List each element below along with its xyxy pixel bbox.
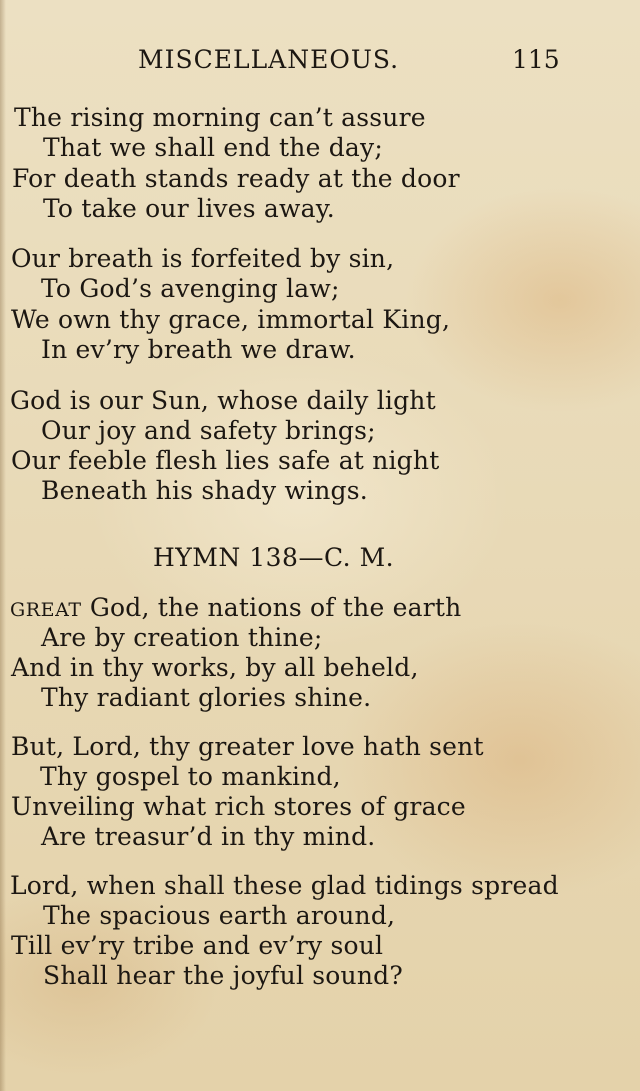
- verse-line: Thy radiant glories shine.: [41, 683, 372, 712]
- first-line-text: God, the nations of the earth: [81, 593, 462, 622]
- verse-line: But, Lord, thy greater love hath sent: [11, 732, 484, 761]
- verse-line: Lord, when shall these glad tidings spread: [10, 871, 559, 900]
- verse-line: Are by creation thine;: [41, 623, 323, 652]
- verse-line: And in thy works, by all beheld,: [11, 653, 419, 682]
- verse-line: The rising morning can’t assure: [14, 103, 426, 132]
- verse-line: Unveiling what rich stores of grace: [11, 792, 466, 821]
- verse-line: For death stands ready at the door: [12, 164, 460, 193]
- verse-line: To God’s avenging law;: [41, 274, 340, 303]
- hymn-title: HYMN 138—C. M.: [153, 543, 395, 572]
- verse-line: Thy gospel to mankind,: [40, 762, 341, 791]
- running-head: MISCELLANEOUS.: [138, 45, 400, 74]
- page-number: 115: [512, 45, 560, 74]
- page-edge-shadow: [0, 0, 6, 1091]
- verse-line: To take our lives away.: [43, 194, 335, 223]
- verse-line: Our joy and safety brings;: [41, 416, 376, 445]
- hymn-first-line: [10, 593, 461, 625]
- verse-line: Till ev’ry tribe and ev’ry soul: [11, 931, 384, 960]
- verse-line: In ev’ry breath we draw.: [41, 335, 356, 364]
- verse-line: The spacious earth around,: [43, 901, 396, 930]
- verse-line: Shall hear the joyful sound?: [43, 961, 403, 990]
- verse-line: God is our Sun, whose daily light: [10, 386, 436, 415]
- drop-word: GREAT: [10, 599, 82, 621]
- verse-line: Our feeble flesh lies safe at night: [11, 446, 440, 475]
- verse-line: Beneath his shady wings.: [41, 476, 368, 505]
- verse-line: Our breath is forfeited by sin,: [11, 244, 395, 273]
- verse-line: That we shall end the day;: [43, 133, 383, 162]
- verse-line: We own thy grace, immortal King,: [11, 305, 451, 334]
- verse-line: Are treasur’d in thy mind.: [41, 822, 376, 851]
